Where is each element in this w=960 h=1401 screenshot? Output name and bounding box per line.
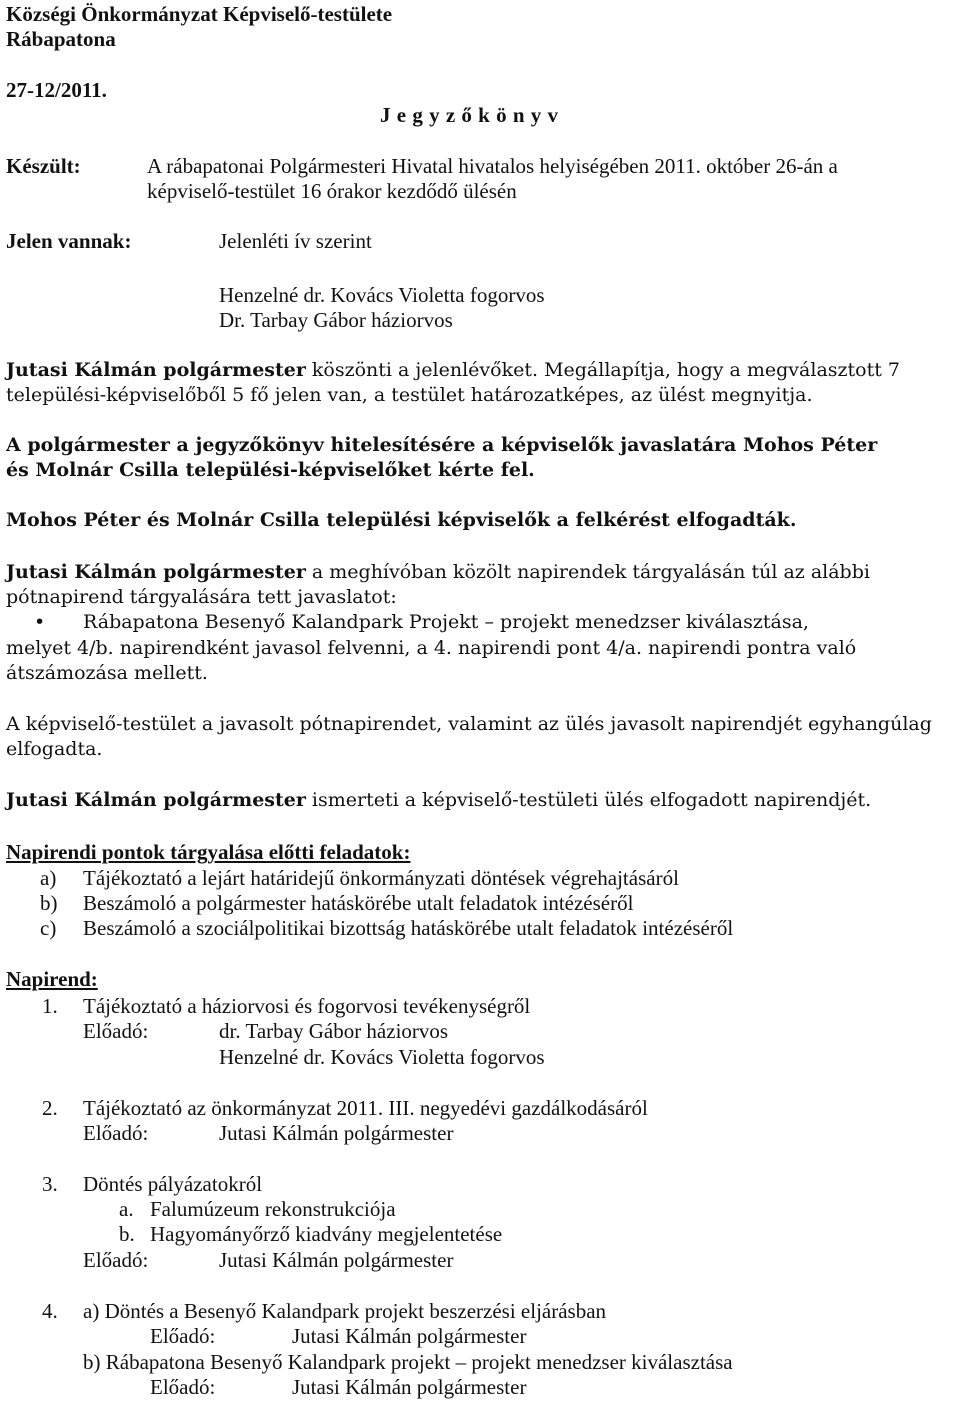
agenda-subitem: b) Rábapatona Besenyő Kalandpark projekt – projekt menedzser kiválasztása bbox=[83, 1350, 733, 1374]
pre-task-item: Beszámoló a polgármester hatáskörébe utalt feladatok intézéséről bbox=[83, 891, 634, 915]
document-date: 27-12/2011. bbox=[6, 78, 107, 102]
bullet-icon: • bbox=[34, 611, 46, 633]
presenter-name: Henzelné dr. Kovács Violetta fogorvos bbox=[219, 1045, 545, 1069]
proposal-paragraph-line1 bbox=[6, 560, 870, 585]
mayor-name: Jutasi Kálmán polgármester bbox=[6, 789, 306, 811]
presenter-name: Jutasi Kálmán polgármester bbox=[219, 1248, 454, 1272]
presenter-label: Előadó: bbox=[150, 1375, 216, 1399]
adoption-paragraph-line2: elfogadta. bbox=[6, 738, 103, 760]
opening-paragraph-line1 bbox=[6, 358, 900, 383]
keszult-text-line2: képviselő-testület 16 órakor kezdődő ülésén bbox=[147, 179, 517, 203]
presenter-label: Előadó: bbox=[83, 1121, 149, 1145]
authentication-paragraph-line1: A polgármester a jegyzőkönyv hitelesítésére a képviselők javaslatára Mohos Péter bbox=[6, 434, 878, 456]
document-title: J e g y z ő k ö n y v bbox=[380, 103, 559, 127]
proposal-paragraph-line4: átszámozása mellett. bbox=[6, 662, 208, 684]
agenda-item-number: 4. bbox=[42, 1299, 58, 1323]
opening-text: köszönti a jelenlévőket. Megállapítja, hogy a megválasztott 7 bbox=[305, 359, 901, 381]
keszult-label: Készült: bbox=[6, 154, 81, 178]
agenda-intro-paragraph bbox=[6, 788, 871, 813]
agenda-item-number: 3. bbox=[42, 1172, 58, 1196]
proposal-paragraph-line2: pótnapirend tárgyalására tett javaslatot: bbox=[6, 586, 397, 608]
agenda-intro-text: ismerteti a képviselő-testületi ülés elfogadott napirendjét. bbox=[305, 789, 872, 811]
pre-tasks-heading: Napirendi pontok tárgyalása előtti feladatok: bbox=[6, 840, 411, 864]
opening-paragraph-line2: települési-képviselőből 5 fő jelen van, a testület határozatképes, az ülést megnyitja. bbox=[6, 384, 813, 406]
keszult-text-line1: A rábapatonai Polgármesteri Hivatal hivatalos helyiségében 2011. október 26-án a bbox=[147, 154, 838, 178]
guest-2: Dr. Tarbay Gábor háziorvos bbox=[219, 308, 453, 332]
agenda-subitem: Hagyományőrző kiadvány megjelentetése bbox=[150, 1222, 503, 1246]
mayor-name: Jutasi Kálmán polgármester bbox=[6, 359, 306, 381]
agenda-item-title: Tájékoztató az önkormányzat 2011. III. negyedévi gazdálkodásáról bbox=[83, 1096, 648, 1120]
jelen-label: Jelen vannak: bbox=[6, 229, 132, 253]
bullet-item: Rábapatona Besenyő Kalandpark Projekt – projekt menedzser kiválasztása, bbox=[83, 611, 809, 633]
mayor-name: Jutasi Kálmán polgármester bbox=[6, 561, 306, 583]
pre-task-item: Tájékoztató a lejárt határidejű önkormányzati döntések végrehajtásáról bbox=[83, 866, 679, 890]
pre-task-item: Beszámoló a szociálpolitikai bizottság hatáskörébe utalt feladatok intézéséről bbox=[83, 916, 734, 940]
agenda-subitem-marker: b. bbox=[119, 1222, 135, 1246]
agenda-subitem-marker: a. bbox=[119, 1197, 134, 1221]
org-name-line2: Rábapatona bbox=[6, 27, 116, 51]
authentication-paragraph-line2: és Molnár Csilla települési-képviselőket kérte fel. bbox=[6, 459, 535, 481]
agenda-subitem: Falumúzeum rekonstrukciója bbox=[150, 1197, 396, 1221]
presenter-label: Előadó: bbox=[83, 1019, 149, 1043]
pre-task-marker: b) bbox=[40, 891, 58, 915]
adoption-paragraph-line1: A képviselő-testület a javasolt pótnapirendet, valamint az ülés javasolt napirendjét egyhangúlag bbox=[6, 713, 932, 735]
org-name-line1: Községi Önkormányzat Képviselő-testülete bbox=[6, 2, 393, 26]
agenda-item-title: Döntés pályázatokról bbox=[83, 1172, 263, 1196]
guest-1: Henzelné dr. Kovács Violetta fogorvos bbox=[219, 283, 545, 307]
agenda-item-number: 2. bbox=[42, 1096, 58, 1120]
presenter-label: Előadó: bbox=[83, 1248, 149, 1272]
acceptance-paragraph: Mohos Péter és Molnár Csilla települési képviselők a felkérést elfogadták. bbox=[6, 509, 797, 531]
agenda-item-number: 1. bbox=[42, 994, 58, 1018]
presenter-name: Jutasi Kálmán polgármester bbox=[219, 1121, 454, 1145]
jelen-value: Jelenléti ív szerint bbox=[219, 229, 372, 253]
agenda-item-title: Tájékoztató a háziorvosi és fogorvosi tevékenységről bbox=[83, 994, 531, 1018]
agenda-heading: Napirend: bbox=[6, 967, 98, 991]
pre-task-marker: a) bbox=[40, 866, 57, 890]
proposal-paragraph-line3: melyet 4/b. napirendként javasol felvenni, a 4. napirendi pont 4/a. napirendi pontra való bbox=[6, 637, 857, 659]
proposal-text: a meghívóban közölt napirendek tárgyalásán túl az alábbi bbox=[305, 561, 870, 583]
presenter-name: Jutasi Kálmán polgármester bbox=[292, 1375, 527, 1399]
pre-task-marker: c) bbox=[40, 916, 57, 940]
agenda-subitem: a) Döntés a Besenyő Kalandpark projekt beszerzési eljárásban bbox=[83, 1299, 607, 1323]
presenter-label: Előadó: bbox=[150, 1324, 216, 1348]
presenter-name: dr. Tarbay Gábor háziorvos bbox=[219, 1019, 449, 1043]
presenter-name: Jutasi Kálmán polgármester bbox=[292, 1324, 527, 1348]
